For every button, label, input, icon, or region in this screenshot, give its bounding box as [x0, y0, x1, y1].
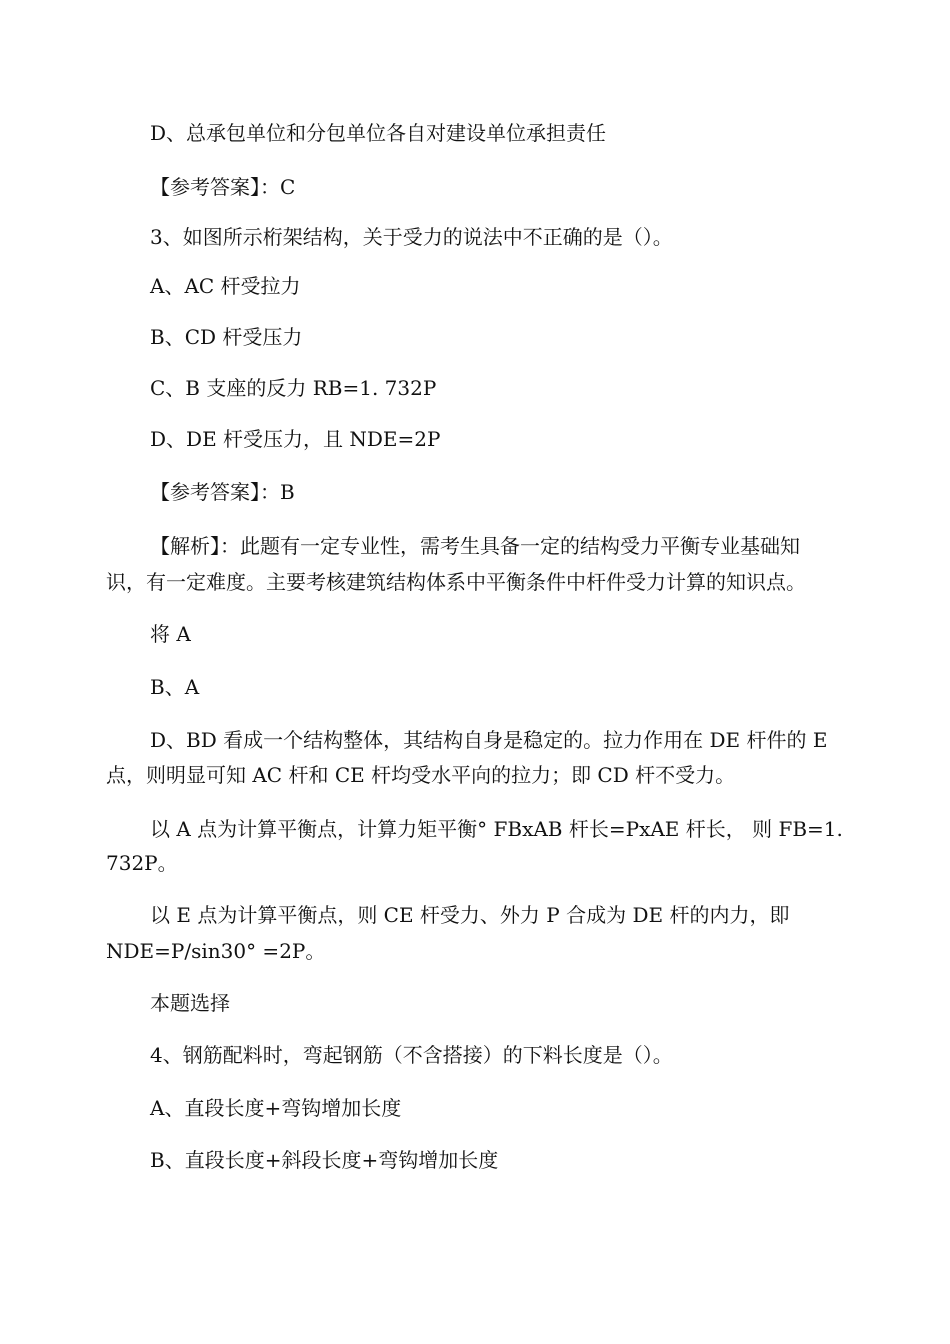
- option-d-q3: D、DE 杆受压力，且 NDE=2P: [150, 427, 441, 451]
- option-c-q3: C、B 支座的反力 RB=1. 732P: [150, 376, 437, 400]
- option-b-q4: B、直段长度+斜段长度+弯钩增加长度: [150, 1148, 499, 1172]
- option-b-q3: B、CD 杆受压力: [150, 325, 303, 349]
- analysis-line-7: 以 A 点为计算平衡点，计算力矩平衡° FBxAB 杆长=PxAE 杆长， 则 FB=1.: [150, 817, 843, 841]
- analysis-line-4: B、A: [150, 675, 200, 699]
- answer-q2: 【参考答案】：C: [150, 175, 296, 199]
- analysis-conclusion: 本题选择: [150, 991, 230, 1015]
- analysis-line-1: 【解析】：此题有一定专业性，需考生具备一定的结构受力平衡专业基础知: [150, 534, 800, 558]
- analysis-line-5: D、BD 看成一个结构整体，其结构自身是稳定的。拉力作用在 DE 杆件的 E: [150, 728, 828, 752]
- question-3: 3、如图所示桁架结构，关于受力的说法中不正确的是（）。: [150, 225, 673, 249]
- analysis-line-3: 将 A: [150, 622, 191, 646]
- option-a-q4: A、直段长度+弯钩增加长度: [150, 1096, 402, 1120]
- answer-q3: 【参考答案】：B: [150, 480, 295, 504]
- analysis-line-8: 732P。: [106, 851, 178, 875]
- option-a-q3: A、AC 杆受拉力: [150, 274, 301, 298]
- analysis-line-10: NDE=P/sin30° =2P。: [106, 939, 326, 963]
- analysis-line-2: 识，有一定难度。主要考核建筑结构体系中平衡条件中杆件受力计算的知识点。: [106, 570, 806, 594]
- question-4: 4、钢筋配料时，弯起钢筋（不含搭接）的下料长度是（）。: [150, 1043, 673, 1067]
- analysis-line-9: 以 E 点为计算平衡点，则 CE 杆受力、外力 P 合成为 DE 杆的内力，即: [150, 903, 790, 927]
- option-d-q2: D、总承包单位和分包单位各自对建设单位承担责任: [150, 121, 607, 145]
- analysis-line-6: 点，则明显可知 AC 杆和 CE 杆均受水平向的拉力；即 CD 杆不受力。: [106, 763, 736, 787]
